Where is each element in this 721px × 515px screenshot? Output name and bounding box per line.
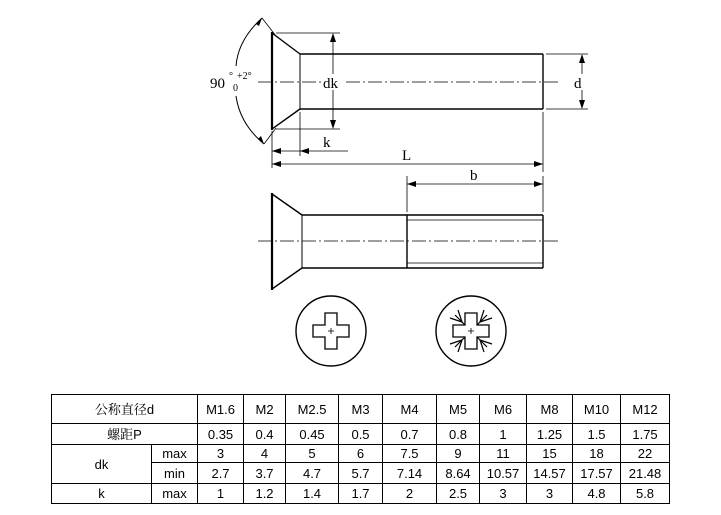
size-cell: M1.6 (198, 395, 244, 424)
angle-arc-lower (236, 96, 264, 144)
L-arrow-left (272, 161, 281, 167)
size-cell: M3 (339, 395, 383, 424)
d-label: d (574, 76, 582, 92)
d-arrow-bottom (579, 100, 585, 109)
dk-min-cell: 7.14 (383, 463, 437, 484)
size-cell: M5 (437, 395, 480, 424)
dk-max-cell: 6 (339, 445, 383, 463)
size-cell: M2.5 (286, 395, 339, 424)
angle-dimension (210, 18, 276, 144)
dk-min-label-cell: min (152, 463, 198, 484)
dk-max-cell: 7.5 (383, 445, 437, 463)
pitch-cell: 1 (480, 424, 527, 445)
dimension-table (51, 394, 670, 504)
pitch-cell: 1.5 (573, 424, 621, 445)
pitch-cell: 0.35 (198, 424, 244, 445)
table-row-sizes (52, 395, 670, 424)
table-row-pitch (52, 424, 670, 445)
head-top-chamfer (272, 33, 300, 54)
dk-max-cell: 3 (198, 445, 244, 463)
dk-max-cell: 4 (244, 445, 286, 463)
k-label-cell: k (52, 484, 152, 504)
dk-min-cell: 17.57 (573, 463, 621, 484)
middle-screw-view (258, 193, 560, 290)
dk-label: dk (323, 76, 338, 92)
dk-min-cell: 14.57 (527, 463, 573, 484)
dk-max-cell: 15 (527, 445, 573, 463)
size-cell: M10 (573, 395, 621, 424)
angle-ext-bottom (264, 128, 276, 144)
b-dimension (407, 168, 543, 212)
k-max-cell: 1.4 (286, 484, 339, 504)
pitch-label-cell: 螺距P (52, 424, 198, 445)
k-max-cell: 4.8 (573, 484, 621, 504)
k-max-cell: 2 (383, 484, 437, 504)
dk-arrow-top (330, 33, 336, 42)
dk-min-cell: 10.57 (480, 463, 527, 484)
k-label: k (323, 135, 331, 151)
dk-dimension (276, 33, 344, 129)
phillips-head-view (296, 296, 366, 366)
head-bottom-chamfer (272, 109, 300, 129)
pozidriv-head-view (436, 296, 506, 366)
k-max-label-cell: max (152, 484, 198, 504)
k-max-cell: 2.5 (437, 484, 480, 504)
size-cell: M6 (480, 395, 527, 424)
pitch-cell: 1.75 (621, 424, 670, 445)
pitch-cell: 0.8 (437, 424, 480, 445)
pitch-cell: 1.25 (527, 424, 573, 445)
header-label-cell: 公称直径d (52, 395, 198, 424)
dk-min-cell: 3.7 (244, 463, 286, 484)
L-arrow-right (534, 161, 543, 167)
k-max-cell: 3 (480, 484, 527, 504)
dk-min-cell: 8.64 (437, 463, 480, 484)
k-max-cell: 1.7 (339, 484, 383, 504)
dk-max-cell: 5 (286, 445, 339, 463)
dk-min-cell: 2.7 (198, 463, 244, 484)
dimension-table-body (52, 395, 670, 504)
pitch-cell: 0.5 (339, 424, 383, 445)
k-arrow-right (300, 148, 309, 154)
b-label: b (470, 168, 478, 184)
angle-tolerance-lower: 0 (233, 83, 238, 94)
dk-max-cell: 11 (480, 445, 527, 463)
pitch-cell: 0.7 (383, 424, 437, 445)
size-cell: M8 (527, 395, 573, 424)
k-max-cell: 5.8 (621, 484, 670, 504)
pitch-cell: 0.45 (286, 424, 339, 445)
L-label: L (402, 148, 412, 164)
top-screw-view (258, 32, 560, 130)
dk-min-cell: 4.7 (286, 463, 339, 484)
pitch-cell: 0.4 (244, 424, 286, 445)
angle-ext-top (262, 18, 276, 36)
dk-max-cell: 9 (437, 445, 480, 463)
angle-tolerance-upper: +2° (237, 71, 252, 82)
k-max-cell: 1.2 (244, 484, 286, 504)
b-arrow-left (407, 181, 416, 187)
dk-min-cell: 5.7 (339, 463, 383, 484)
d-dimension (546, 54, 588, 109)
table-row-dk-max (52, 445, 670, 463)
k-max-cell: 1 (198, 484, 244, 504)
size-cell: M2 (244, 395, 286, 424)
angle-arrow-top (256, 18, 262, 26)
angle-degree-mark: ° (229, 71, 233, 82)
L-dimension (272, 112, 543, 172)
head-top-chamfer-2 (272, 194, 302, 215)
angle-label: 90 (210, 76, 225, 92)
size-cell: M12 (621, 395, 670, 424)
dk-max-label-cell: max (152, 445, 198, 463)
dk-max-cell: 22 (621, 445, 670, 463)
dk-label-cell: dk (52, 445, 152, 484)
k-max-cell: 3 (527, 484, 573, 504)
k-arrow-left (272, 148, 281, 154)
dk-arrow-bottom (330, 120, 336, 129)
head-bottom-chamfer-2 (272, 268, 302, 289)
b-arrow-right (534, 181, 543, 187)
size-cell: M4 (383, 395, 437, 424)
dk-max-cell: 18 (573, 445, 621, 463)
d-arrow-top (579, 54, 585, 63)
dk-min-cell: 21.48 (621, 463, 670, 484)
table-row-k-max (52, 484, 670, 504)
